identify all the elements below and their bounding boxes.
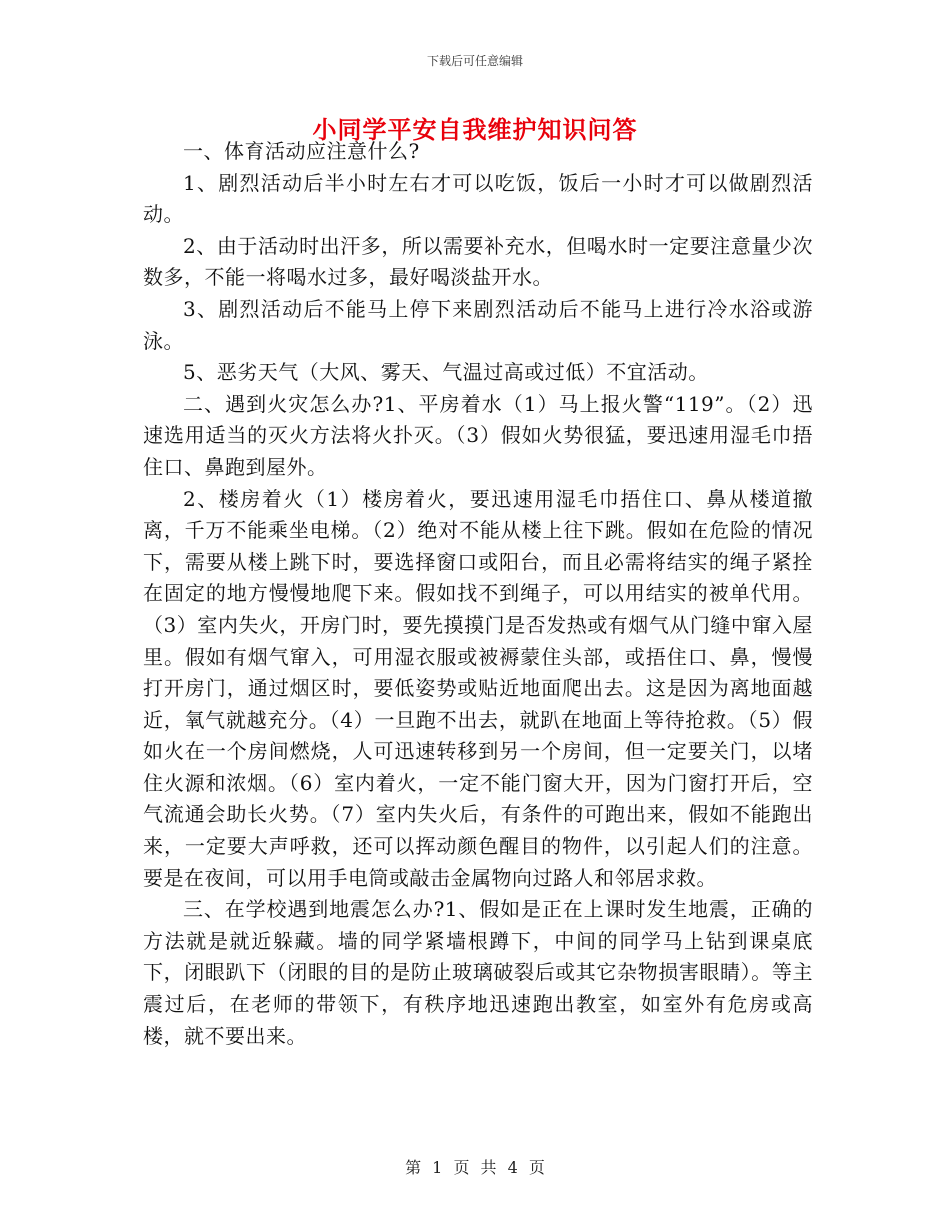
page-number: 第 1 页 共 4 页 [405, 1158, 545, 1177]
section-earthquake: 三、在学校遇到地震怎么办?1、假如是正在上课时发生地震，正确的方法就是就近躲藏。墙的同学紧墙根蹲下，中间的同学马上钻到课桌底下，闭眼趴下（闭眼的目的是防止玻璃破裂后或其它杂物损害眼睛）。等主震过后，在老师的带领下，有秩序地迅速跑出教室，如室外有危房或高楼，就不要出来。 [143, 897, 813, 1048]
document-title: 小同学平安自我维护知识问答 [312, 115, 638, 144]
paragraph-sports-3: 3、剧烈活动后不能马上停下来剧烈活动后不能马上进行冷水浴或游泳。 [143, 296, 813, 353]
paragraph-fire-building: 2、楼房着火（1）楼房着火，要迅速用湿毛巾捂住口、鼻从楼道撤离，千万不能乘坐电梯。（2）绝对不能从楼上往下跳。假如在危险的情况下，需要从楼上跳下时，要选择窗口或阳台，而且必需将结实的绳子紧拴在固定的地方慢慢地爬下来。假如找不到绳子，可以用结实的被单代用。（3）室内失火，开房门时，要先摸摸门是否发热或有烟气从门缝中窜入屋里。假如有烟气窜入，可用湿衣服或被褥蒙住头部，或捂住口、鼻，慢慢打开房门，通过烟区时，要低姿势或贴近地面爬出去。这是因为离地面越近，氧气就越充分。（4）一旦跑不出去，就趴在地面上等待抢救。（5）假如火在一个房间燃烧，人可迅速转移到另一个房间，但一定要关门，以堵住火源和浓烟。（6）室内着火，一定不能门窗大开，因为门窗打开后，空气流通会助长火势。（7）室内失火后，有条件的可跑出来，假如不能跑出来，一定要大声呼救，还可以挥动颜色醒目的物件，以引起人们的注意。要是在夜间，可以用手电筒或敲击金属物向过路人和邻居求救。 [143, 486, 813, 890]
header-note: 下载后可任意编辑 [426, 54, 523, 68]
paragraph-sports-2: 2、由于活动时出汗多，所以需要补充水，但喝水时一定要注意量少次数多，不能一将喝水过多，最好喝淡盐开水。 [143, 233, 813, 290]
paragraph-sports-1: 1、剧烈活动后半小时左右才可以吃饭，饭后一小时才可以做剧烈活动。 [143, 170, 813, 227]
paragraph-sports-5: 5、恶劣天气（大风、雾天、气温过高或过低）不宜活动。 [183, 360, 709, 385]
section-heading-sports: 一、体育活动应注意什么? [183, 139, 420, 163]
document-body [143, 136, 813, 1052]
section-fire-bungalow: 二、遇到火灾怎么办?1、平房着水（1）马上报火警“119”。（2）迅速选用适当的灭火方法将火扑灭。（3）假如火势很猛，要迅速用湿毛巾捂住口、鼻跑到屋外。 [143, 391, 813, 479]
